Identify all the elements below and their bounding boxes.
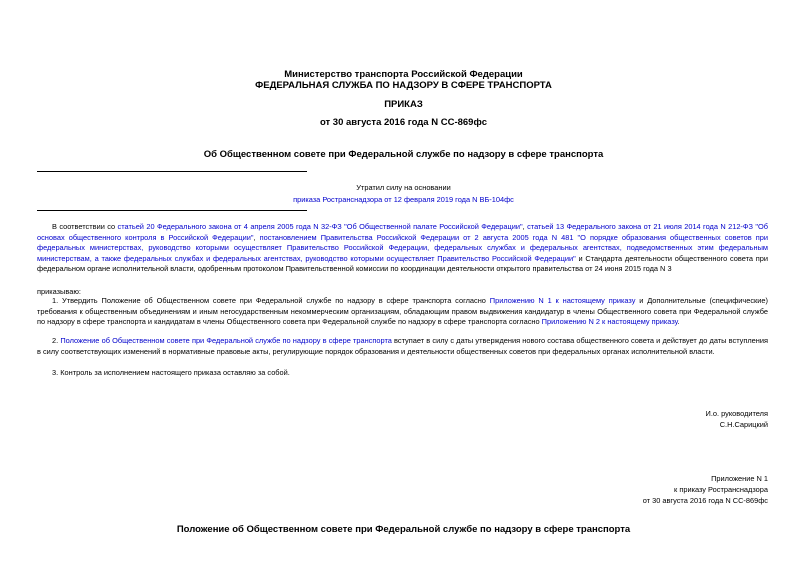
appendix-2-link[interactable]: Приложению N 2 к настоящему приказу — [541, 317, 678, 327]
status-divider — [37, 210, 307, 211]
preamble-paragraph: В соответствии со статьей 20 Федерального закона от 4 апреля 2005 года N 32-ФЗ "Об Общественной палате Российской Федерации", статьей 13 Федерального закона от 21 июля 2014 года N 212-ФЗ "Об основах общественного контроля в Российской Федерации", постановлением Правительства Российской Федерации от 2 августа 2005 года N 481 "О порядке образования общественных советов при федеральных министерствах, руководство которыми осуществляет Правительство Российской Федерации, федеральных службах и федеральных агентствах, подведомственных этим федеральным министерствам, а также федеральных службах и федеральных агентствах, руководство которыми осуществляет Правительство Российской Федерации" и Стандартa деятельности общественного совета при федеральном органе исполнительной власти, одобренным протоколом Правительственной комиссии по координации деятельности открытого правительства от 24 июня 2015 года N 3 — [37, 222, 768, 274]
resolution-481-link[interactable]: постановлением Правительства Российской Федерации от 2 августа 2005 года N 481 "О порядке образования общественных советов при федеральных министерствах, руководство которыми осуществляет Правительство Российской Федерации, федеральных службах и федеральных агентствах, подведомственных этим федеральным министерствам, а также федеральных службах и федеральных агентствах, руководство которыми осуществляет Правительство Российской Федерации" — [37, 232, 768, 263]
doc-title: Об Общественном совете при Федеральной службе по надзору в сфере транспорта — [203, 149, 604, 160]
ministry-heading: Министерство транспорта Российской Федерации — [284, 69, 523, 80]
service-heading: ФЕДЕРАЛЬНАЯ СЛУЖБА ПО НАДЗОРУ В СФЕРЕ ТРАНСПОРТА — [255, 80, 552, 91]
status-lost-force: Утратил силу на основании — [356, 183, 451, 192]
appendix-1-link[interactable]: Приложению N 1 к настоящему приказу — [489, 296, 636, 305]
appendix-title: Положение об Общественном совете при Федеральной службе по надзору в сфере транспорта — [176, 524, 631, 535]
appendix-line-3: от 30 августа 2016 года N СС-869фс — [642, 496, 768, 505]
item-1-paragraph: 1. Утвердить Положение об Общественном совете при Федеральной службе по надзору в сфере транспорта согласно Приложению N 1 к настоящему приказу и Дополнительные (специфические) требования к общественным объединениям и иным негосударственным некоммерческим организациям, обладающим правом выдвижения кандидатур в члены Общественного совета при Федеральной службе по надзору в сфере транспорта и кандидатам в члены Общественного совета при Федеральной службе по надзору в сфере транспорта согласно Приложению N 2 к настоящему приказу. — [37, 296, 768, 327]
signature-name: С.Н.Сарицкий — [719, 420, 768, 429]
appendix-line-1: Приложение N 1 — [711, 474, 768, 483]
appendix-line-2: к приказу Ространснадзора — [674, 485, 768, 494]
item-2-paragraph: 2. Положение об Общественном совете при Федеральной службе по надзору в сфере транспорта вступает в силу с даты утверждения нового состава общественного совета и действует до даты вступления в силу соответствующих изменений в нормативные правовые акты, регулирующие порядок образования и деятельности общественных советов при федеральных органах исполнительной власти. — [37, 336, 769, 356]
repeal-order-link[interactable]: приказа Ространснадзора от 12 февраля 2019 года N ВБ-104фс — [293, 195, 514, 204]
doc-date-number: от 30 августа 2016 года N СС-869фс — [319, 117, 488, 128]
top-divider — [37, 171, 307, 172]
doc-type-heading: ПРИКАЗ — [384, 99, 423, 110]
law-32fz-link[interactable]: статьей 20 Федерального закона от 4 апреля 2005 года N 32-ФЗ "Об Общественной палате Российской Федерации" — [117, 222, 523, 231]
item-3-paragraph: 3. Контроль за исполнением настоящего приказа оставляю за собой. — [52, 368, 290, 377]
regulation-link[interactable]: Положение об Общественном совете при Федеральной службе по надзору в сфере транспорта — [60, 336, 392, 345]
signature-position: И.о. руководителя — [705, 409, 768, 418]
order-word: приказываю: — [37, 287, 81, 296]
law-212fz-link[interactable]: статьей 13 Федерального закона от 21 июля 2014 года N 212-ФЗ "Об основах общественного контроля в Российской Федерации" — [37, 222, 768, 242]
